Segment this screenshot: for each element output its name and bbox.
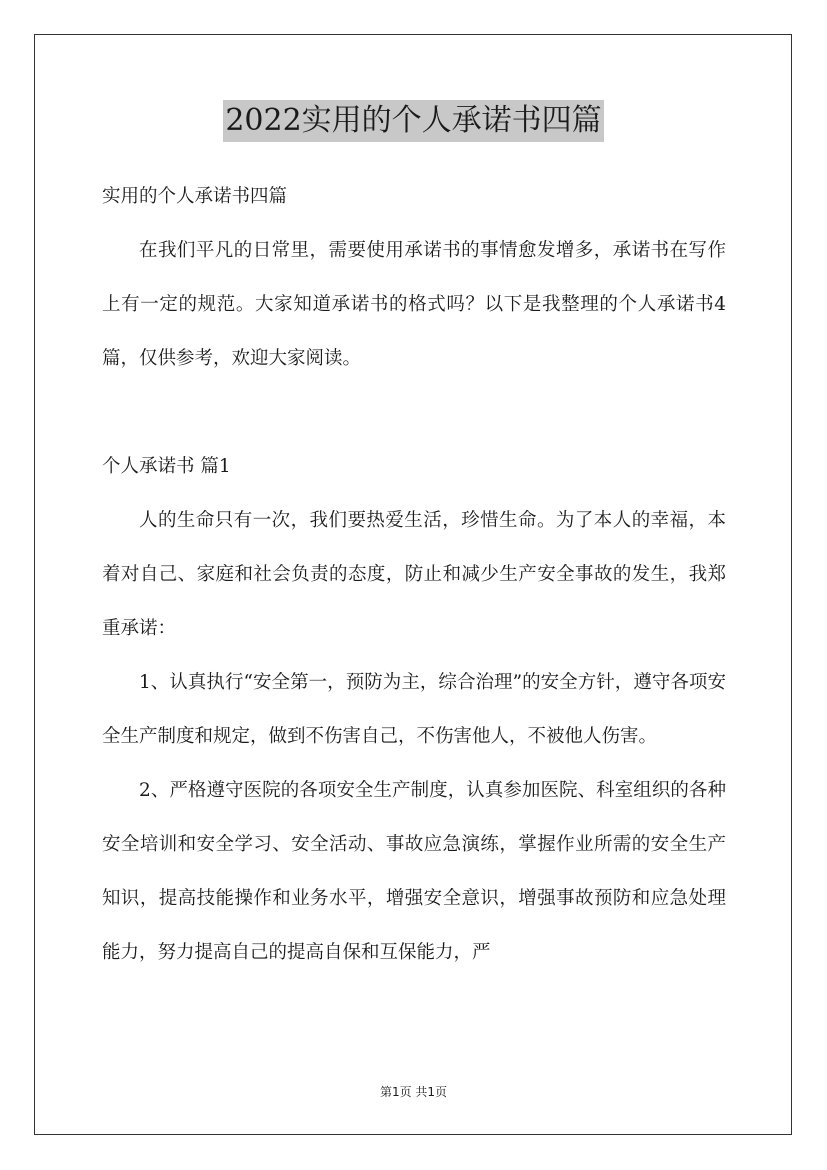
body-paragraph: 1、认真执行“安全第一，预防为主，综合治理”的安全方针，遵守各项安全生产制度和规定，做到不伤害自己，不伤害他人，不被他人伤害。 [102, 672, 726, 747]
document-subtitle: 实用的个人承诺书四篇 [102, 186, 288, 207]
page-footer: 第1页 共1页 [379, 1085, 448, 1099]
body-paragraph: 2、严格遵守医院的各项安全生产制度，认真参加医院、科室组织的各种安全培训和安全学习、安全活动、事故应急演练，掌握作业所需的安全生产知识，提高技能操作和业务水平，增强安全意识，增强事故预防和应急处理能力，努力提高自己的提高自保和互保能力，严 [102, 780, 726, 963]
body-paragraph: 人的生命只有一次，我们要热爱生活，珍惜生命。为了本人的幸福，本着对自己、家庭和社会负责的态度，防止和减少生产安全事故的发生，我郑重承诺： [102, 510, 726, 639]
title-container [0, 100, 827, 142]
document-body [102, 170, 726, 980]
intro-paragraph: 在我们平凡的日常里，需要使用承诺书的事情愈发增多，承诺书在写作上有一定的规范。大家知道承诺书的格式吗？以下是我整理的个人承诺书4篇，仅供参考，欢迎大家阅读。 [102, 240, 726, 369]
document-title: 2022实用的个人承诺书四篇 [223, 100, 603, 142]
section-heading: 个人承诺书 篇1 [102, 456, 231, 477]
